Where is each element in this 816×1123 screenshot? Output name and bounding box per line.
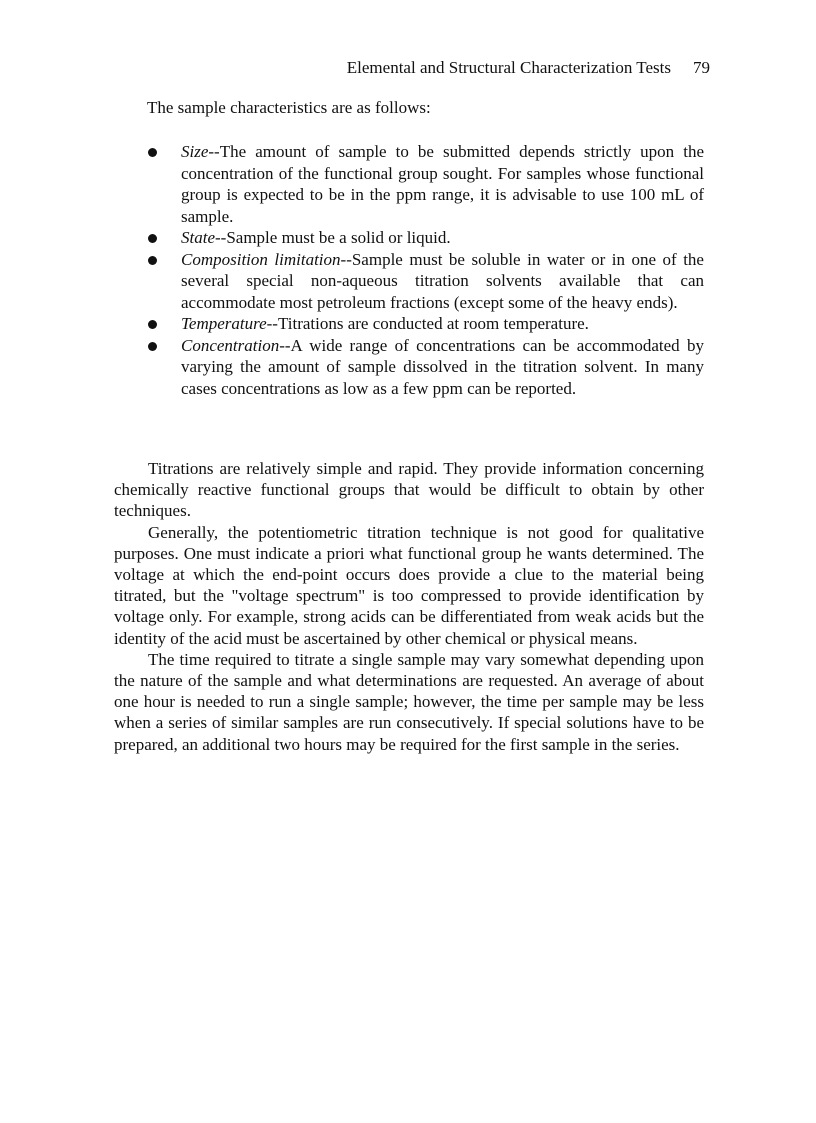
running-title: Elemental and Structural Characterization Tests <box>346 58 671 77</box>
bullet-icon <box>148 342 157 351</box>
bullet-icon <box>148 256 157 265</box>
characteristic-term: State <box>181 228 215 247</box>
list-item <box>146 141 704 227</box>
page-number: 79 <box>693 58 710 77</box>
characteristic-text: --Sample must be soluble in water or in one of the several special non-aqueous titration solvents available that can accommodate most petroleum fractions (except some of the heavy ends). <box>181 249 704 312</box>
body-text <box>114 458 704 755</box>
paragraph: The time required to titrate a single sample may vary somewhat depending upon the nature of the sample and what determinations are requested. An average of about one hour is needed to run a single sample; however, the time per sample may be less when a series of similar samples are run consecutively. If special solutions have to be prepared, an additional two hours may be required for the first sample in the series. <box>114 649 704 754</box>
characteristic-term: Size <box>181 142 209 161</box>
paragraph: Titrations are relatively simple and rapid. They provide information concerning chemically reactive functional groups that would be difficult to obtain by other techniques. <box>114 459 704 521</box>
bullet-icon <box>148 148 157 157</box>
list-item <box>146 313 704 335</box>
list-item <box>146 335 704 400</box>
characteristic-term: Temperature <box>181 314 267 333</box>
running-header <box>240 58 710 78</box>
characteristic-text: --The amount of sample to be submitted depends strictly upon the concentration of the functional group sought. For samples whose functional group is expected to be in the ppm range, it is advisable to use 100 mL of sample. <box>181 142 704 226</box>
intro-sentence: The sample characteristics are as follows: <box>147 98 431 117</box>
bullet-icon <box>148 320 157 329</box>
characteristic-term: Composition limitation <box>181 249 341 269</box>
bullet-icon <box>148 234 157 243</box>
paragraph: Generally, the potentiometric titration technique is not good for qualitative purposes. One must indicate a priori what functional group he wants determined. The voltage at which the end-point occurs does provide a clue to the material being titrated, but the "voltage spectrum" is too compressed to provide identification by voltage only. For example, strong acids can be differentiated from weak acids but the identity of the acid must be ascertained by other chemical or physical means. <box>114 522 704 648</box>
characteristics-list <box>146 141 704 399</box>
list-item <box>146 227 704 249</box>
list-item <box>146 249 704 314</box>
characteristic-term: Concentration <box>181 335 280 355</box>
characteristic-text: --Titrations are conducted at room temperature. <box>266 314 589 333</box>
characteristic-text: --A wide range of concentrations can be accommodated by varying the amount of sample dissolved in the titration solvent. In many cases concentrations as low as a few ppm can be reported. <box>181 335 704 398</box>
characteristic-text: --Sample must be a solid or liquid. <box>215 228 451 247</box>
